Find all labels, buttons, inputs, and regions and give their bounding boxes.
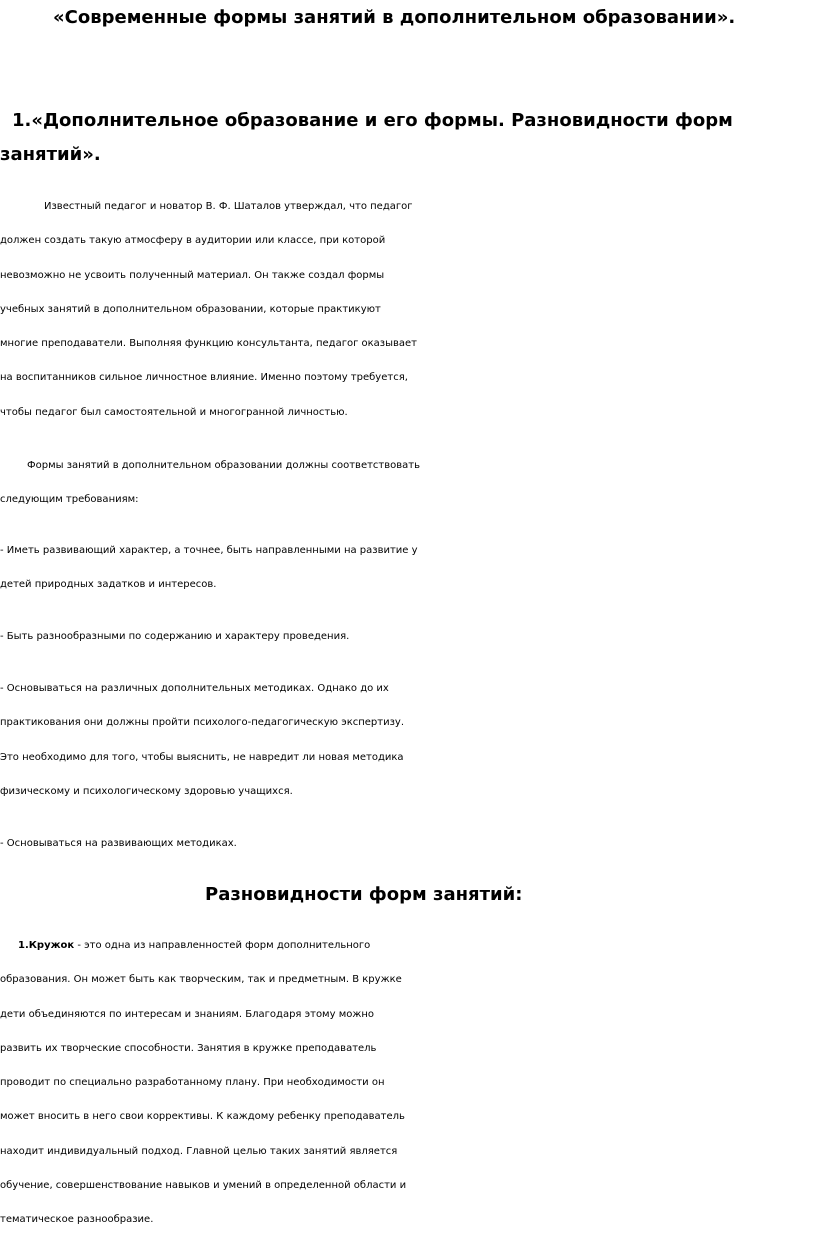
text-line: находит индивидуальный подход. Главной целью таких занятий является [0, 1145, 398, 1157]
text-line: должен создать такую атмосферу в аудитории или классе, при которой [0, 235, 386, 247]
text-line: следующим требованиям: [0, 494, 139, 506]
circle-term: 1.Кружок [18, 940, 75, 951]
text-line: невозможно не усвоить полученный материал. Он также создал формы [0, 269, 385, 281]
requirements-paragraph [0, 449, 816, 518]
text-line: на воспитанников сильное личностное влияние. Именно поэтому требуется, [0, 372, 408, 384]
circle-form-paragraph [0, 929, 816, 1238]
text-line: проводит по специально разработанному плану. При необходимости он [0, 1077, 385, 1089]
text-line: может вносить в него свои коррективы. К каждому ребенку преподаватель [0, 1111, 405, 1123]
text-line: дети объединяются по интересам и знаниям. Благодаря этому можно [0, 1008, 375, 1020]
requirement-item-4 [0, 827, 816, 861]
forms-subheading: Разновидности форм занятий: [205, 884, 523, 905]
text-line: чтобы педагог был самостоятельной и многогранной личностью. [0, 406, 348, 418]
requirement-item-3 [0, 672, 816, 809]
circle-first-line: - это одна из направленностей форм дополнительного [74, 940, 371, 951]
requirement-item-2 [0, 620, 816, 654]
text-line: многие преподаватели. Выполняя функцию консультанта, педагог оказывает [0, 338, 418, 350]
text-line: образования. Он может быть как творческим, так и предметным. В кружке [0, 974, 402, 986]
document-title: «Современные формы занятий в дополнительном образовании». [53, 7, 736, 28]
text-line: детей природных задатков и интересов. [0, 579, 217, 591]
text-line: развить их творческие способности. Занятия в кружке преподаватель [0, 1042, 377, 1054]
text-line: - Иметь развивающий характер, а точнее, быть направленными на развитие у [0, 545, 418, 556]
text-line: практикования они должны пройти психолого-педагогическую экспертизу. [0, 717, 405, 729]
text-line: физическому и психологическому здоровью учащихся. [0, 785, 293, 797]
text-line: тематическое разнообразие. [0, 1214, 154, 1226]
text-line: Это необходимо для того, чтобы выяснить, не навредит ли новая методика [0, 751, 404, 763]
text-line: Известный педагог и новатор В. Ф. Шаталов утверждал, что педагог [44, 201, 413, 212]
text-line: - Основываться на развивающих методиках. [0, 838, 237, 849]
text-line: учебных занятий в дополнительном образовании, которые практикуют [0, 303, 381, 315]
section-heading: 1.«Дополнительное образование и его формы. Разновидности форм занятий». [0, 110, 733, 165]
text-line: - Основываться на различных дополнительных методиках. Однако до их [0, 683, 389, 694]
text-line: обучение, совершенствование навыков и умений в определенной области и [0, 1180, 407, 1192]
text-line [0, 929, 816, 963]
text-line: Формы занятий в дополнительном образовании должны соответствовать [27, 460, 421, 471]
intro-paragraph [0, 190, 816, 430]
text-line: - Быть разнообразными по содержанию и характеру проведения. [0, 631, 350, 642]
requirement-item-1 [0, 534, 816, 603]
